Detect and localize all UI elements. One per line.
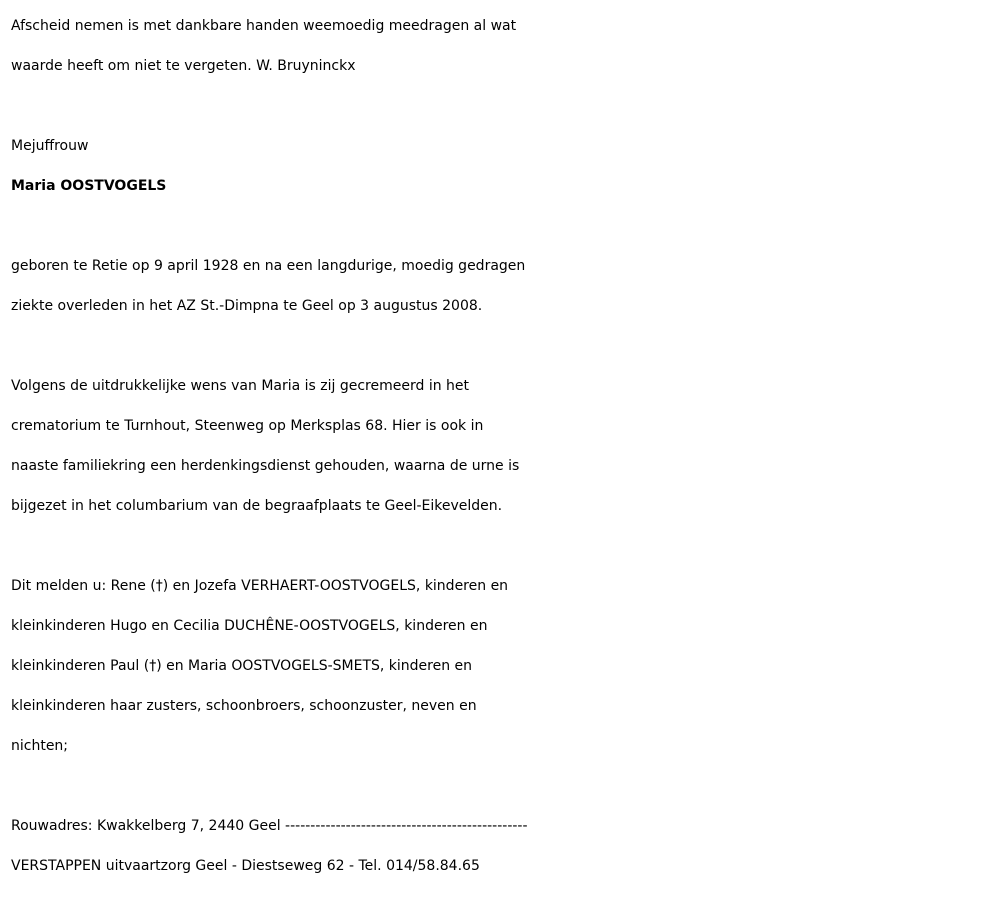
spacer xyxy=(11,766,996,806)
honorific-title: Mejuffrouw xyxy=(11,138,89,154)
spacer xyxy=(11,206,996,246)
cremation-line-2: crematorium te Turnhout, Steenweg op Merksplas 68. Hier is ook in xyxy=(11,418,484,434)
quote-line-2: waarde heeft om niet te vergeten. W. Bruyninckx xyxy=(11,58,356,74)
cremation-line-3: naaste familiekring een herdenkingsdienst gehouden, waarna de urne is xyxy=(11,458,520,474)
undertaker-info: VERSTAPPEN uitvaartzorg Geel - Diestseweg 62 - Tel. 014/58.84.65 xyxy=(11,858,480,874)
spacer xyxy=(11,326,996,366)
spacer xyxy=(11,86,996,126)
spacer xyxy=(11,526,996,566)
mourning-address: Rouwadres: Kwakkelberg 7, 2440 Geel ------------------------------------------------ xyxy=(11,818,528,834)
family-line-3: kleinkinderen Paul (†) en Maria OOSTVOGELS-SMETS, kinderen en xyxy=(11,658,473,674)
deceased-name: Maria OOSTVOGELS xyxy=(11,178,167,194)
cremation-line-1: Volgens de uitdrukkelijke wens van Maria is zij gecremeerd in het xyxy=(11,378,470,394)
quote-line-1: Afscheid nemen is met dankbare handen weemoedig meedragen al wat xyxy=(11,18,517,34)
family-line-2: kleinkinderen Hugo en Cecilia DUCHÊNE-OOSTVOGELS, kinderen en xyxy=(11,618,488,634)
family-line-4: kleinkinderen haar zusters, schoonbroers, schoonzuster, neven en xyxy=(11,698,477,714)
birth-death-line-1: geboren te Retie op 9 april 1928 en na een langdurige, moedig gedragen xyxy=(11,258,526,274)
obituary-notice xyxy=(11,6,996,886)
cremation-line-4: bijgezet in het columbarium van de begraafplaats te Geel-Eikevelden. xyxy=(11,498,503,514)
family-line-5: nichten; xyxy=(11,738,69,754)
birth-death-line-2: ziekte overleden in het AZ St.-Dimpna te Geel op 3 augustus 2008. xyxy=(11,298,483,314)
family-line-1: Dit melden u: Rene (†) en Jozefa VERHAERT-OOSTVOGELS, kinderen en xyxy=(11,578,509,594)
